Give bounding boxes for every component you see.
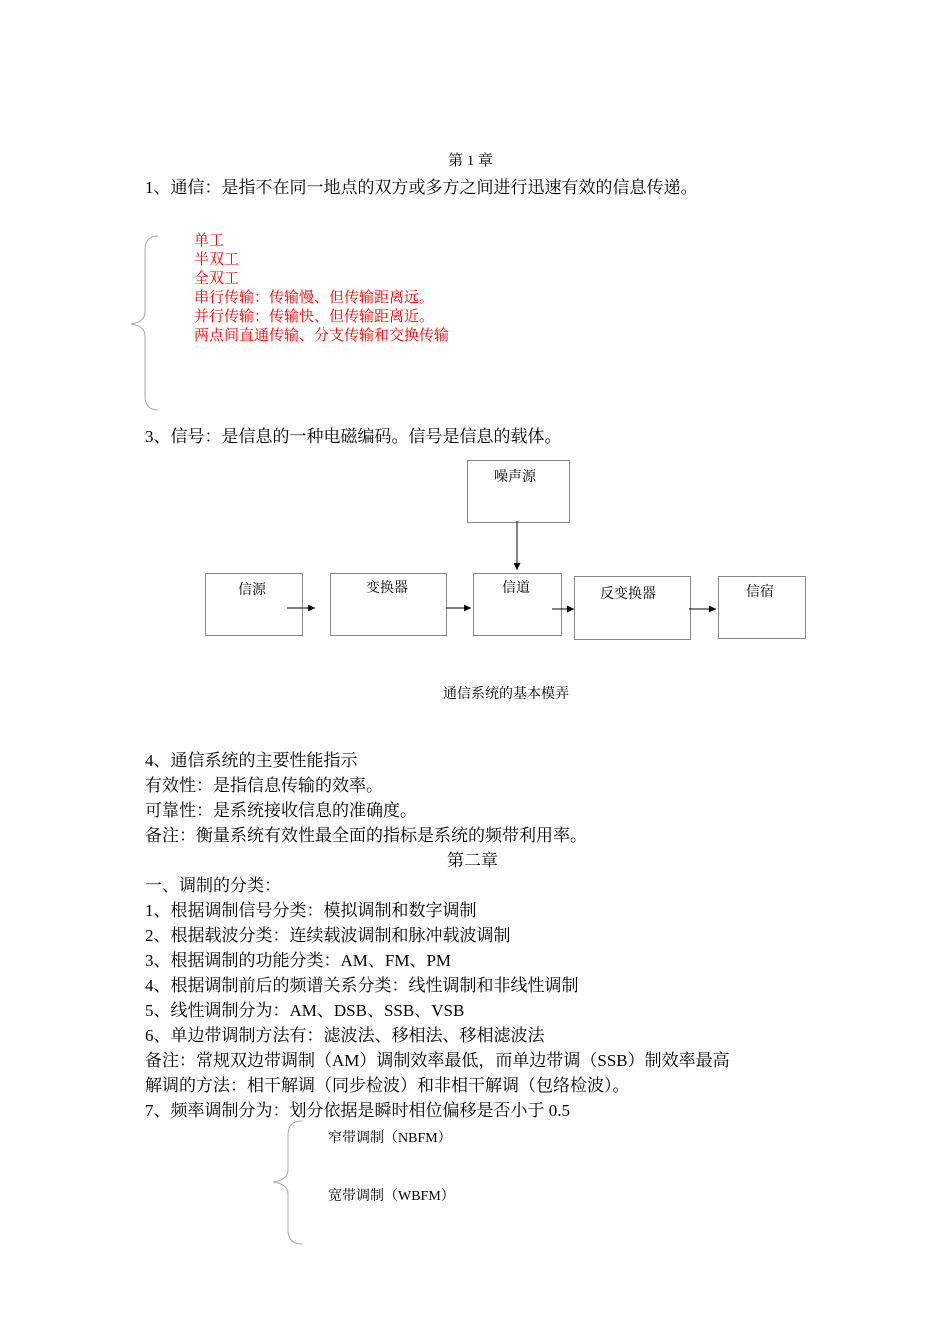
mode-list-item: 全双工 [194,271,240,287]
chapter2-line: 解调的方法：相干解调（同步检波）和非相干解调（包络检波）。 [145,1076,630,1095]
reliability-line: 可靠性：是系统接收信息的准确度。 [145,801,417,820]
fm-type-wideband: 宽带调制（WBFM） [328,1189,455,1204]
diagram-caption: 通信系统的基本模弄 [443,687,569,702]
effectiveness-line: 有效性：是指信息传输的效率。 [145,776,383,795]
mode-list-item: 并行传输：传输快、但传输距离近。 [194,309,435,325]
mode-list-item: 半双工 [194,252,240,268]
converter-label: 变换器 [366,581,408,596]
chapter1-note: 备注：衡量系统有效性最全面的指标是系统的频带利用率。 [145,826,587,845]
item3-signal: 3、信号：是信息的一种电磁编码。信号是信息的载体。 [145,427,562,446]
noise-source-label: 噪声源 [494,470,536,485]
fm-type-narrowband: 窄带调制（NBFM） [328,1131,452,1146]
chapter1-title: 第 1 章 [448,153,494,169]
mode-list-item: 串行传输：传输慢、但传输距离远。 [194,290,435,306]
sink-label: 信宿 [746,585,774,600]
inverse-converter-label: 反变换器 [600,587,656,602]
item4-performance: 4、通信系统的主要性能指示 [145,751,358,770]
chapter2-title: 第二章 [447,851,498,870]
channel-label: 信道 [502,581,530,596]
mode-list-item: 两点间直通传输、分支传输和交换传输 [194,328,450,344]
chapter2-line: 5、线性调制分为：AM、DSB、SSB、VSB [145,1001,465,1020]
chapter2-line: 2、根据载波分类：连续载波调制和脉冲载波调制 [145,926,511,945]
item1-communication: 1、通信：是指不在同一地点的双方或多方之间进行迅速有效的信息传递。 [145,178,698,197]
chapter2-line: 一、调制的分类： [145,876,281,895]
chapter2-line: 6、单边带调制方法有：滤波法、移相法、移相滤波法 [145,1026,545,1045]
source-label: 信源 [238,583,266,598]
chapter2-line: 3、根据调制的功能分类：AM、FM、PM [145,951,452,970]
chapter2-line: 备注：常规双边带调制（AM）调制效率最低，而单边带调（SSB）制效率最高 [145,1051,730,1070]
chapter2-line: 7、频率调制分为：划分依据是瞬时相位偏移是否小于 0.5 [145,1101,570,1120]
mode-list-item: 单工 [194,233,225,249]
chapter2-line: 4、根据调制前后的频谱关系分类：线性调制和非线性调制 [145,976,579,995]
chapter2-line: 1、根据调制信号分类：模拟调制和数字调制 [145,901,477,920]
